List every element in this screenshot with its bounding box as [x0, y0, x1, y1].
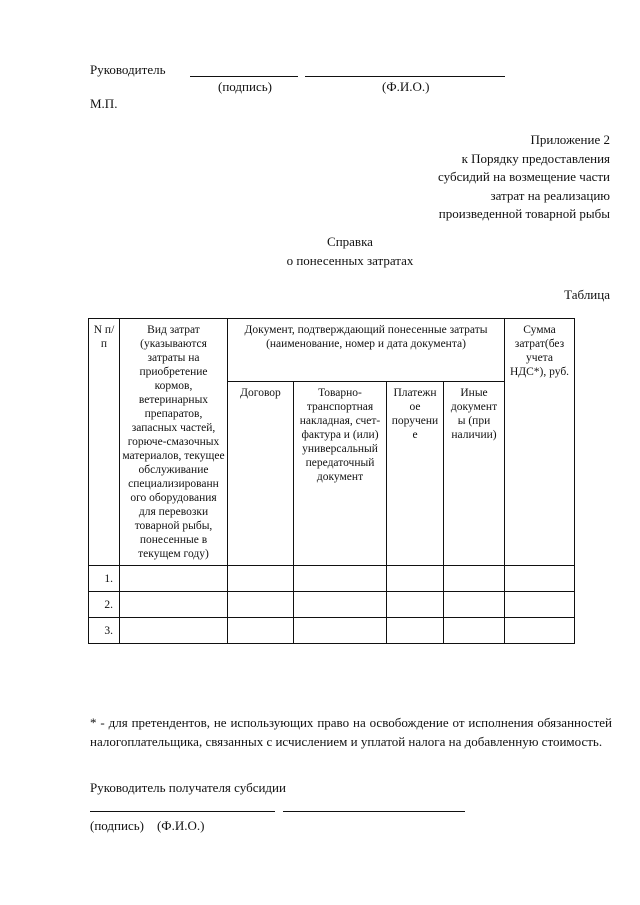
appendix-line: к Порядку предоставления — [461, 150, 610, 166]
header-type: Вид затрат (указываются затраты на приобретение кормов, ветеринарных препаратов, запасных частей, горюче-смазочных материалов, текущее обслуживание специализированн ого оборудования для перевозки товарной рыбы, понесенные в текущем году) — [120, 319, 228, 566]
recipient-label: Руководитель получателя субсидии — [90, 780, 286, 795]
signature-line — [190, 76, 298, 77]
expenses-table — [88, 318, 575, 644]
row-number: 2. — [89, 592, 120, 618]
appendix-block — [438, 131, 610, 224]
empty-cell — [120, 566, 228, 592]
stamp-mark: М.П. — [90, 96, 118, 111]
empty-cell — [387, 618, 444, 644]
row-number: 1. — [89, 566, 120, 592]
table-row — [89, 566, 575, 592]
empty-cell — [120, 592, 228, 618]
name-caption: (Ф.И.О.) — [382, 79, 430, 94]
signature-caption: (подпись) — [218, 79, 272, 94]
empty-cell — [228, 618, 294, 644]
empty-cell — [444, 592, 505, 618]
head-label: Руководитель — [90, 62, 166, 77]
empty-cell — [505, 592, 575, 618]
empty-cell — [120, 618, 228, 644]
empty-cell — [444, 566, 505, 592]
name-line — [305, 76, 505, 77]
footer-signature-line — [90, 811, 275, 812]
empty-cell — [294, 592, 387, 618]
empty-cell — [444, 618, 505, 644]
vat-footnote: * - для претендентов, не использующих право на освобождение от исполнения обязанностей налогоплательщика, связанных с исчислением и уплатой налога на добавленную стоимость. — [90, 715, 612, 749]
header-doc-group: Документ, подтверждающий понесенные затраты (наименование, номер и дата документа) — [228, 319, 505, 382]
empty-cell — [387, 592, 444, 618]
header-waybill: Товарно-транспортная накладная, счет-фактура и (или) универсальный передаточный документ — [294, 382, 387, 566]
table-row — [89, 618, 575, 644]
header-sum: Сумма затрат(без учета НДС*), руб. — [505, 319, 575, 566]
appendix-line: субсидий на возмещение части — [438, 169, 610, 184]
empty-cell — [228, 592, 294, 618]
doc-subtitle: о понесенных затратах — [286, 253, 414, 268]
appendix-line: затрат на реализацию — [490, 187, 610, 203]
footer-captions: (подпись) (Ф.И.О.) — [90, 818, 205, 833]
empty-cell — [228, 566, 294, 592]
empty-cell — [505, 566, 575, 592]
doc-title: Справка — [327, 234, 373, 249]
empty-cell — [294, 566, 387, 592]
appendix-line: произведенной товарной рыбы — [438, 206, 610, 221]
empty-cell — [505, 618, 575, 644]
header-other: Иные документ ы (при наличии) — [444, 382, 505, 566]
header-contract: Договор — [228, 382, 294, 566]
appendix-line: Приложение 2 — [530, 132, 610, 147]
header-num: N п/п — [89, 319, 120, 566]
row-number: 3. — [89, 618, 120, 644]
table-label: Таблица — [564, 287, 610, 302]
header-payment: Платежн ое поручени е — [387, 382, 444, 566]
table-row — [89, 592, 575, 618]
empty-cell — [387, 566, 444, 592]
empty-cell — [294, 618, 387, 644]
footer-name-line — [283, 811, 465, 812]
